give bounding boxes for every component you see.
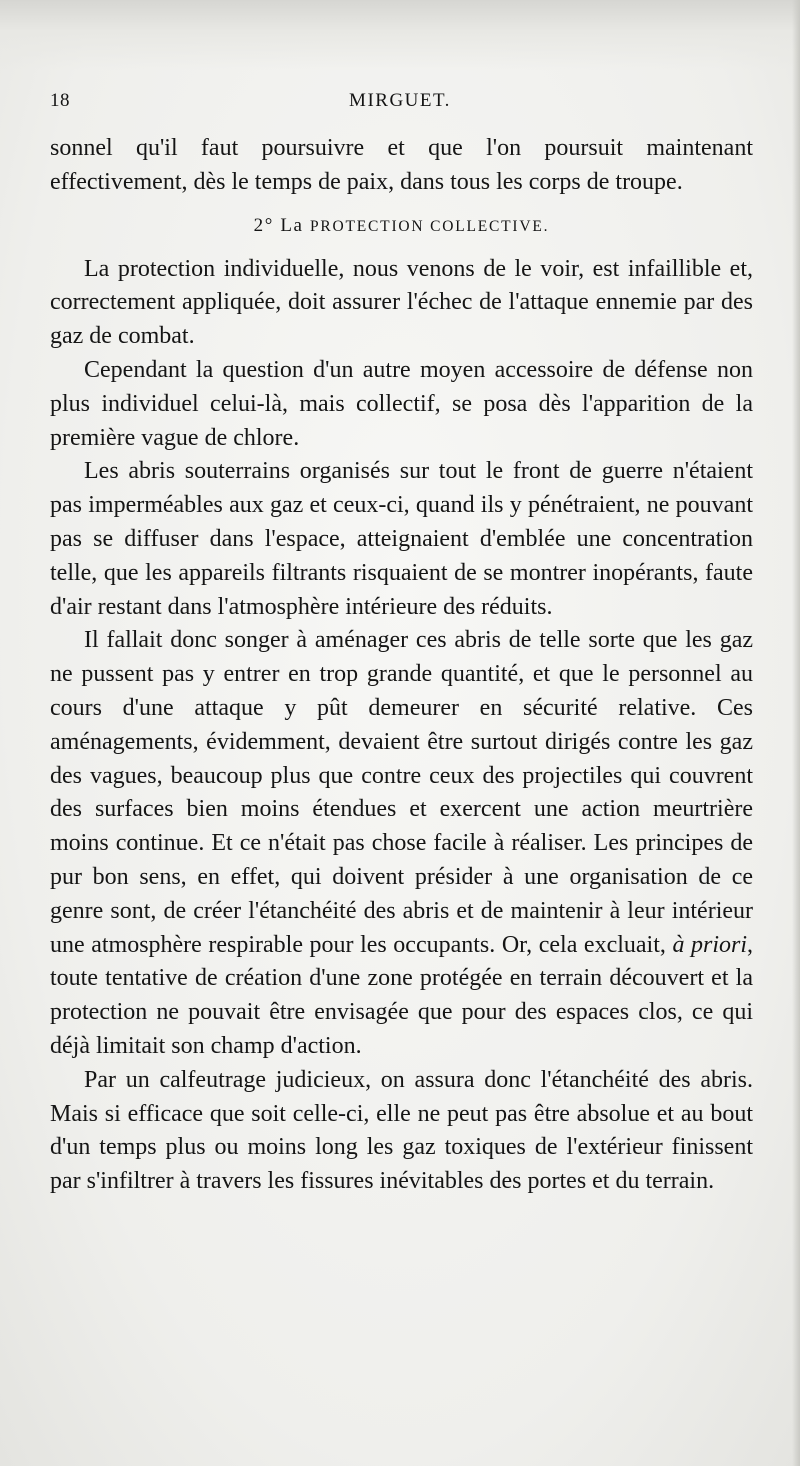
scan-shadow-top xyxy=(0,0,800,70)
paragraph-1: La protection individuelle, nous venons de le voir, est infaillible et, correctement appliquée, doit assurer l'échec de l'attaque ennemie par des gaz de combat. xyxy=(50,255,753,350)
section-heading xyxy=(50,212,753,241)
section-number: 2° xyxy=(253,214,274,236)
section-title: PROTECTION COLLECTIVE. xyxy=(309,217,550,235)
section-title-initial: La xyxy=(280,214,304,236)
paragraph-4-text-b: , toute tentative de création d'une zone protégée en terrain découvert et la protection ne pouvait être envisagée que pour des espaces clos, ce qui déjà limitait son champ d'action. xyxy=(50,931,754,1059)
page-header xyxy=(50,90,750,120)
scan-shadow-right xyxy=(792,0,800,1466)
paragraph-5: Par un calfeutrage judicieux, on assura donc l'étanchéité des abris. Mais si efficace que soit celle-ci, elle ne peut pas être absolue et au bout d'un temps plus ou moins long les gaz toxiques de l'extérieur finissent par s'infiltrer à travers les fissures inévitables des portes et du terrain. xyxy=(50,1066,753,1195)
running-head: MIRGUET. xyxy=(349,90,451,111)
paragraph-3: Les abris souterrains organisés sur tout le front de guerre n'étaient pas imperméables aux gaz et ceux-ci, quand ils y pénétraient, ne pouvant pas se diffuser dans l'espace, atteignaient d'emblée une concentration telle, que les appareils filtrants risquaient de se montrer inopérants, faute d'air restant dans l'atmosphère intérieure des réduits. xyxy=(50,458,753,620)
paragraph-4-italic: à priori xyxy=(672,931,748,958)
paragraph-2: Cependant la question d'un autre moyen accessoire de défense non plus individuel celui-là, mais collectif, se posa dès l'apparition de la première vague de chlore. xyxy=(50,356,753,451)
continuation-paragraph: sonnel qu'il faut poursuivre et que l'on poursuit maintenant effectivement, dès le temps de paix, dans tous les corps de troupe. xyxy=(50,135,753,195)
page-number: 18 xyxy=(50,90,70,111)
body-text xyxy=(50,132,753,1199)
paragraph-4 xyxy=(50,624,753,1063)
paragraph-4-text-a: Il fallait donc songer à aménager ces abris de telle sorte que les gaz ne pussent pas y entrer en trop grande quantité, et que le personnel au cours d'une attaque y pût demeurer en sécurité relative. Ces aménagements, évidemment, devaient être surtout dirigés contre les gaz des vagues, beaucoup plus que contre ceux des projectiles qui couvrent des surfaces bien moins étendues et exercent une action meurtrière moins continue. Et ce n'était pas chose facile à réaliser. Les principes de pur bon sens, en effet, qui doivent présider à une organisation de ce genre sont, de créer l'étanchéité des abris et de maintenir à leur intérieur une atmosphère respirable pour les occupants. Or, cela excluait, xyxy=(50,627,753,958)
